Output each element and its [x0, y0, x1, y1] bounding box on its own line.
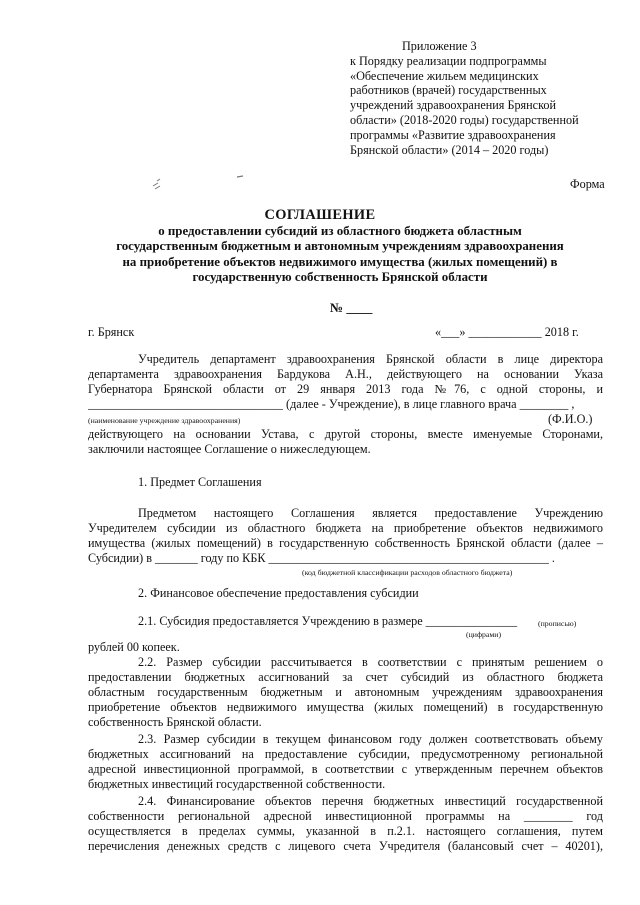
clause-2-1-continuation: рублей 00 копеек. — [88, 640, 180, 654]
clause-2-2-line: областным государственным бюджетным и автономным учреждениям здравоохранения — [88, 685, 603, 699]
intro-line: Учредитель департамент здравоохранения Брянской области в лице директора — [138, 352, 603, 366]
caption-in-digits: (цифрами) — [466, 630, 502, 639]
date-of-signing: «___» ____________ 2018 г. — [435, 325, 579, 339]
appendix-line: работников (врачей) государственных — [350, 83, 547, 98]
scan-artifact-marks — [145, 173, 255, 193]
clause-2-4-line: перечисления денежных средств с лицевого счета Учредителя (балансовый счет – 40201), — [88, 839, 603, 853]
clause-2-3-line: адресной инвестиционной программой, в соответствии с утвержденным перечнем объектов — [88, 762, 603, 776]
intro-line: заключили настоящее Соглашение о нижеследующем. — [88, 442, 371, 456]
clause-2-2-line: собственность Брянской области. — [88, 715, 262, 729]
intro-line: Губернатора Брянской области от 29 января 2013 года №76, с одной стороны, и — [88, 382, 603, 396]
clause-2-4-line: осуществляется в пределах суммы, указанной в п.2.1. настоящего соглашения, путем — [88, 824, 603, 838]
appendix-line: к Порядку реализации подпрограммы — [350, 53, 547, 68]
appendix-line: учреждений здравоохранения Брянской — [350, 98, 556, 113]
appendix-line: программы «Развитие здравоохранения — [350, 127, 556, 142]
appendix-title: Приложение 3 — [402, 39, 477, 53]
subtitle-line: государственным бюджетным и автономным учреждениям здравоохранения — [116, 239, 564, 254]
appendix-line: «Обеспечение жильем медицинских — [350, 68, 539, 83]
section-1-line: Субсидии) в _______ году по КБК ______________________________________________ . — [88, 551, 555, 565]
section-1-line: Учредителем субсидии из областного бюджета на приобретение объектов недвижимого — [88, 521, 603, 535]
agreement-number: № ____ — [330, 300, 373, 315]
clause-2-3-line: 2.3. Размер субсидии в текущем финансовом году должен соответствовать объему — [138, 732, 603, 746]
place-of-signing: г. Брянск — [88, 325, 135, 339]
intro-line: действующего на основании Устава, с другой стороны, вместе именуемые Сторонами, — [88, 427, 603, 441]
section-1-heading: 1. Предмет Соглашения — [138, 475, 262, 489]
document-title: СОГЛАШЕНИЕ — [264, 207, 376, 223]
appendix-line: области» (2018-2020 годы) государственной — [350, 112, 579, 127]
caption-institution-name: (наименование учреждение здравоохранения) — [88, 416, 241, 425]
clause-2-4-line: 2.4. Финансирование объектов перечня бюджетных инвестиций государственной — [138, 794, 603, 808]
intro-line: ________________________________ (далее - Учреждение), в лице главного врача ________ , — [88, 397, 575, 411]
subtitle-line: о предоставлении субсидий из областного бюджета областным — [158, 224, 522, 238]
section-2-heading: 2. Финансовое обеспечение предоставления субсидии — [138, 586, 419, 600]
clause-2-3-line: бюджетных ассигнований на предоставление субсидии, предусмотренному региональной — [88, 747, 603, 761]
caption-budget-code: (код бюджетной классификации расходов областного бюджета) — [302, 568, 513, 577]
document-subtitle — [70, 224, 610, 286]
clause-2-3-line: бюджетных инвестиций государственной собственности. — [88, 777, 386, 791]
appendix-header — [350, 39, 600, 157]
clause-2-2-line: 2.2. Размер субсидии рассчитывается в соответствии с принятым решением о — [138, 655, 603, 669]
appendix-line: Брянской области» (2014 – 2020 годы) — [350, 142, 549, 157]
section-1-line: Предметом настоящего Соглашения является предоставление Учреждению — [138, 506, 603, 520]
subtitle-line: на приобретение объектов недвижимого имущества (жилых помещений) в — [122, 254, 558, 269]
subtitle-line: государственную собственность Брянской области — [192, 270, 488, 285]
intro-line: департамента здравоохранения Бардукова А.Н., действующего на основании Указа — [88, 367, 603, 381]
clause-2-4-line: собственности региональной адресной инвестиционной программы на ________ год — [88, 809, 603, 823]
clause-2-2-line: предоставлении бюджетных ассигнований за счет субсидий из областного бюджета — [88, 670, 603, 684]
clause-2-1: 2.1. Субсидия предоставляется Учреждению в размере _______________ — [138, 614, 518, 628]
caption-in-words: (прописью) — [538, 619, 577, 628]
section-1-line: имущества (жилых помещений) в государственную собственность Брянской области (далее – — [88, 536, 603, 550]
form-label: Форма — [570, 177, 605, 191]
caption-full-name: (Ф.И.О.) — [548, 412, 593, 426]
clause-2-2-line: приобретение объектов недвижимого имущества (жилых помещений) в государственную — [88, 700, 603, 714]
